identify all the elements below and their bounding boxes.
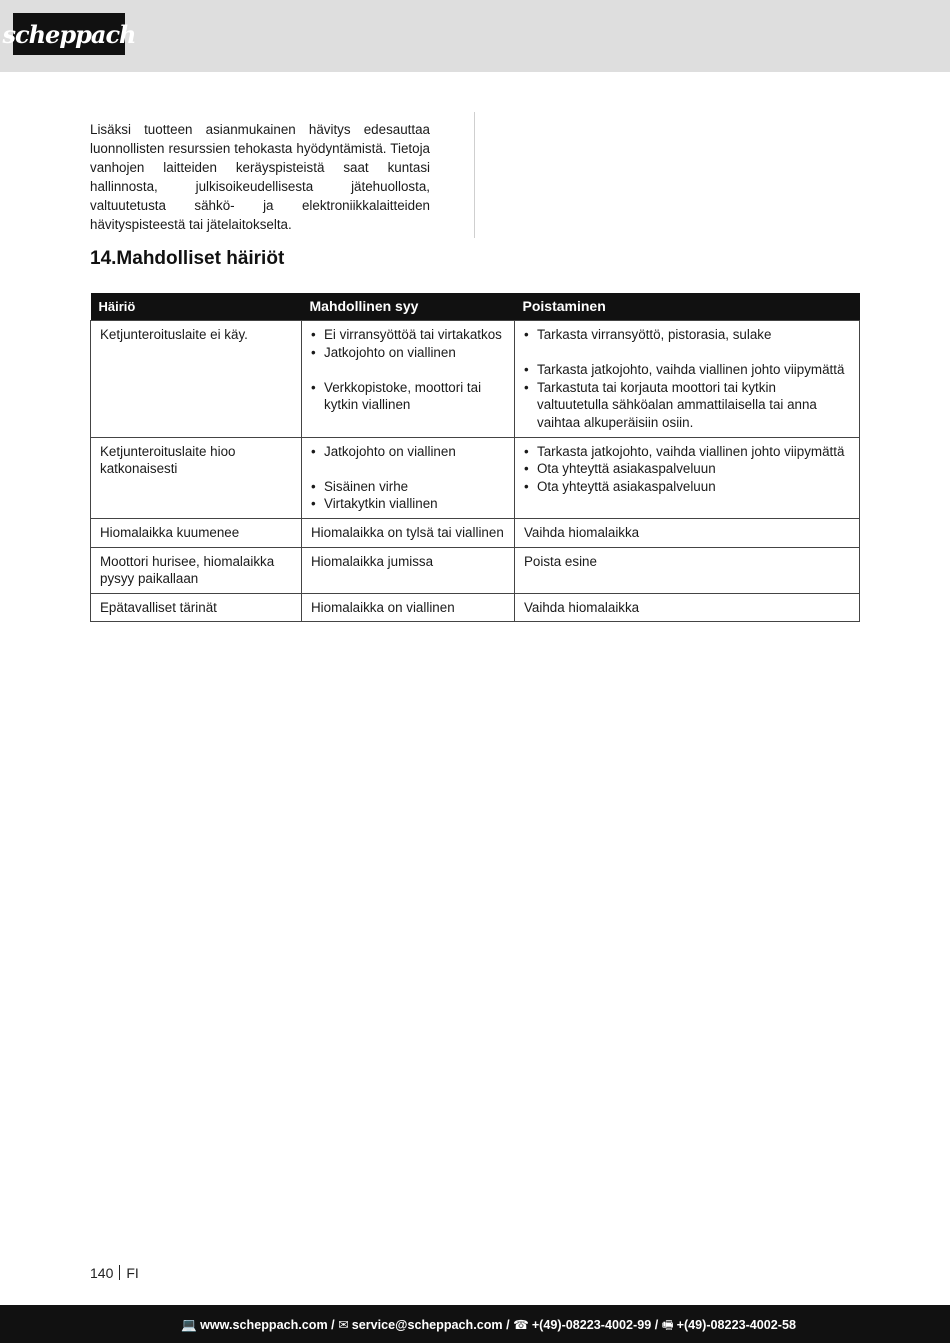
column-divider [474, 112, 475, 238]
remedy-item: • Ota yhteyttä asiakaspalveluun [524, 478, 851, 496]
cause-item: • Jatkojohto on viallinen [311, 443, 506, 461]
phone-icon: ☎ [513, 1318, 529, 1332]
footer-bar [0, 1305, 950, 1343]
remedy-cell: Vaihda hiomalaikka [515, 518, 860, 547]
header-fault: Häiriö [91, 293, 302, 321]
cause-cell [302, 437, 515, 518]
cause-cell: Hiomalaikka jumissa [302, 547, 515, 593]
troubleshooting-table [90, 293, 860, 622]
cause-cell: Hiomalaikka on tylsä tai viallinen [302, 518, 515, 547]
remedy-cell: Poista esine [515, 547, 860, 593]
fault-cell: Ketjunteroituslaite hioo katkonaisesti [91, 437, 302, 518]
remedy-cell: Vaihda hiomalaikka [515, 593, 860, 622]
cause-cell [302, 321, 515, 438]
intro-paragraph: Lisäksi tuotteen asianmukainen hävitys edesauttaa luonnollisten resurssien tehokasta hyödyntämistä. Tietoja vanhojen laitteiden keräyspisteistä saat kuntasi hallinnosta, julkisoikeudellisesta jätehuollosta, valtuutetusta sähkö- ja elektroniikkalaitteiden hävityspisteestä tai jätelaitokselta. [90, 122, 430, 232]
fax-icon: 🖷 [661, 1318, 674, 1332]
section-title: Mahdolliset häiriöt [116, 248, 285, 269]
fault-cell: Ketjunteroituslaite ei käy. [91, 321, 302, 438]
remedy-item: • Ota yhteyttä asiakaspalveluun [524, 460, 851, 478]
footer-contact: 💻 www.scheppach.com / ✉ service@scheppach.com / ☎ +(49)-08223-4002-99 / 🖷 +(49)-08223-4002-58 [181, 1318, 796, 1332]
remedy-item: • Tarkastuta tai korjauta moottori tai kytkin valtuutetulla sähköalan ammattilaisella tai anna vaihtaa alkuperäisiin osiin. [524, 379, 851, 432]
cause-item: • Jatkojohto on viallinen [311, 344, 506, 362]
cause-item: • Sisäinen virhe [311, 478, 506, 496]
remedy-cell [515, 321, 860, 438]
header-remedy: Poistaminen [515, 293, 860, 321]
fault-cell: Hiomalaikka kuumenee [91, 518, 302, 547]
table-row [91, 547, 860, 593]
scheppach-logo: scheppach [13, 13, 125, 55]
section-heading [90, 248, 284, 270]
footer-fax: +(49)-08223-4002-58 [676, 1318, 796, 1332]
page-number [90, 1265, 139, 1281]
footer-website[interactable]: www.scheppach.com [200, 1318, 328, 1332]
footer-phone: +(49)-08223-4002-99 [531, 1318, 652, 1332]
remedy-item: • Tarkasta jatkojohto, vaihda viallinen johto viipymättä [524, 443, 851, 461]
cause-item: • Verkkopistoke, moottori tai kytkin viallinen [311, 379, 506, 414]
table-row [91, 321, 860, 438]
table-row [91, 437, 860, 518]
remedy-item: • Tarkasta virransyöttö, pistorasia, sulake [524, 326, 851, 344]
table-row [91, 593, 860, 622]
section-number: 14. [90, 248, 117, 269]
page-number-value: 140 [90, 1265, 114, 1281]
fault-cell: Moottori hurisee, hiomalaikka pysyy paikallaan [91, 547, 302, 593]
remedy-item: • Tarkasta jatkojohto, vaihda viallinen johto viipymättä [524, 361, 851, 379]
table-header-row [91, 293, 860, 321]
footer-email[interactable]: service@scheppach.com [351, 1318, 503, 1332]
cause-item: • Ei virransyöttöä tai virtakatkos [311, 326, 506, 344]
page-language: FI [126, 1265, 139, 1281]
page-number-separator [119, 1265, 120, 1280]
remedy-cell [515, 437, 860, 518]
cause-item: • Virtakytkin viallinen [311, 495, 506, 513]
cause-cell: Hiomalaikka on viallinen [302, 593, 515, 622]
envelope-icon: ✉ [338, 1318, 349, 1332]
header-cause: Mahdollinen syy [302, 293, 515, 321]
table-row [91, 518, 860, 547]
header-bar [0, 0, 950, 72]
fault-cell: Epätavalliset tärinät [91, 593, 302, 622]
laptop-icon: 💻 [181, 1318, 198, 1332]
